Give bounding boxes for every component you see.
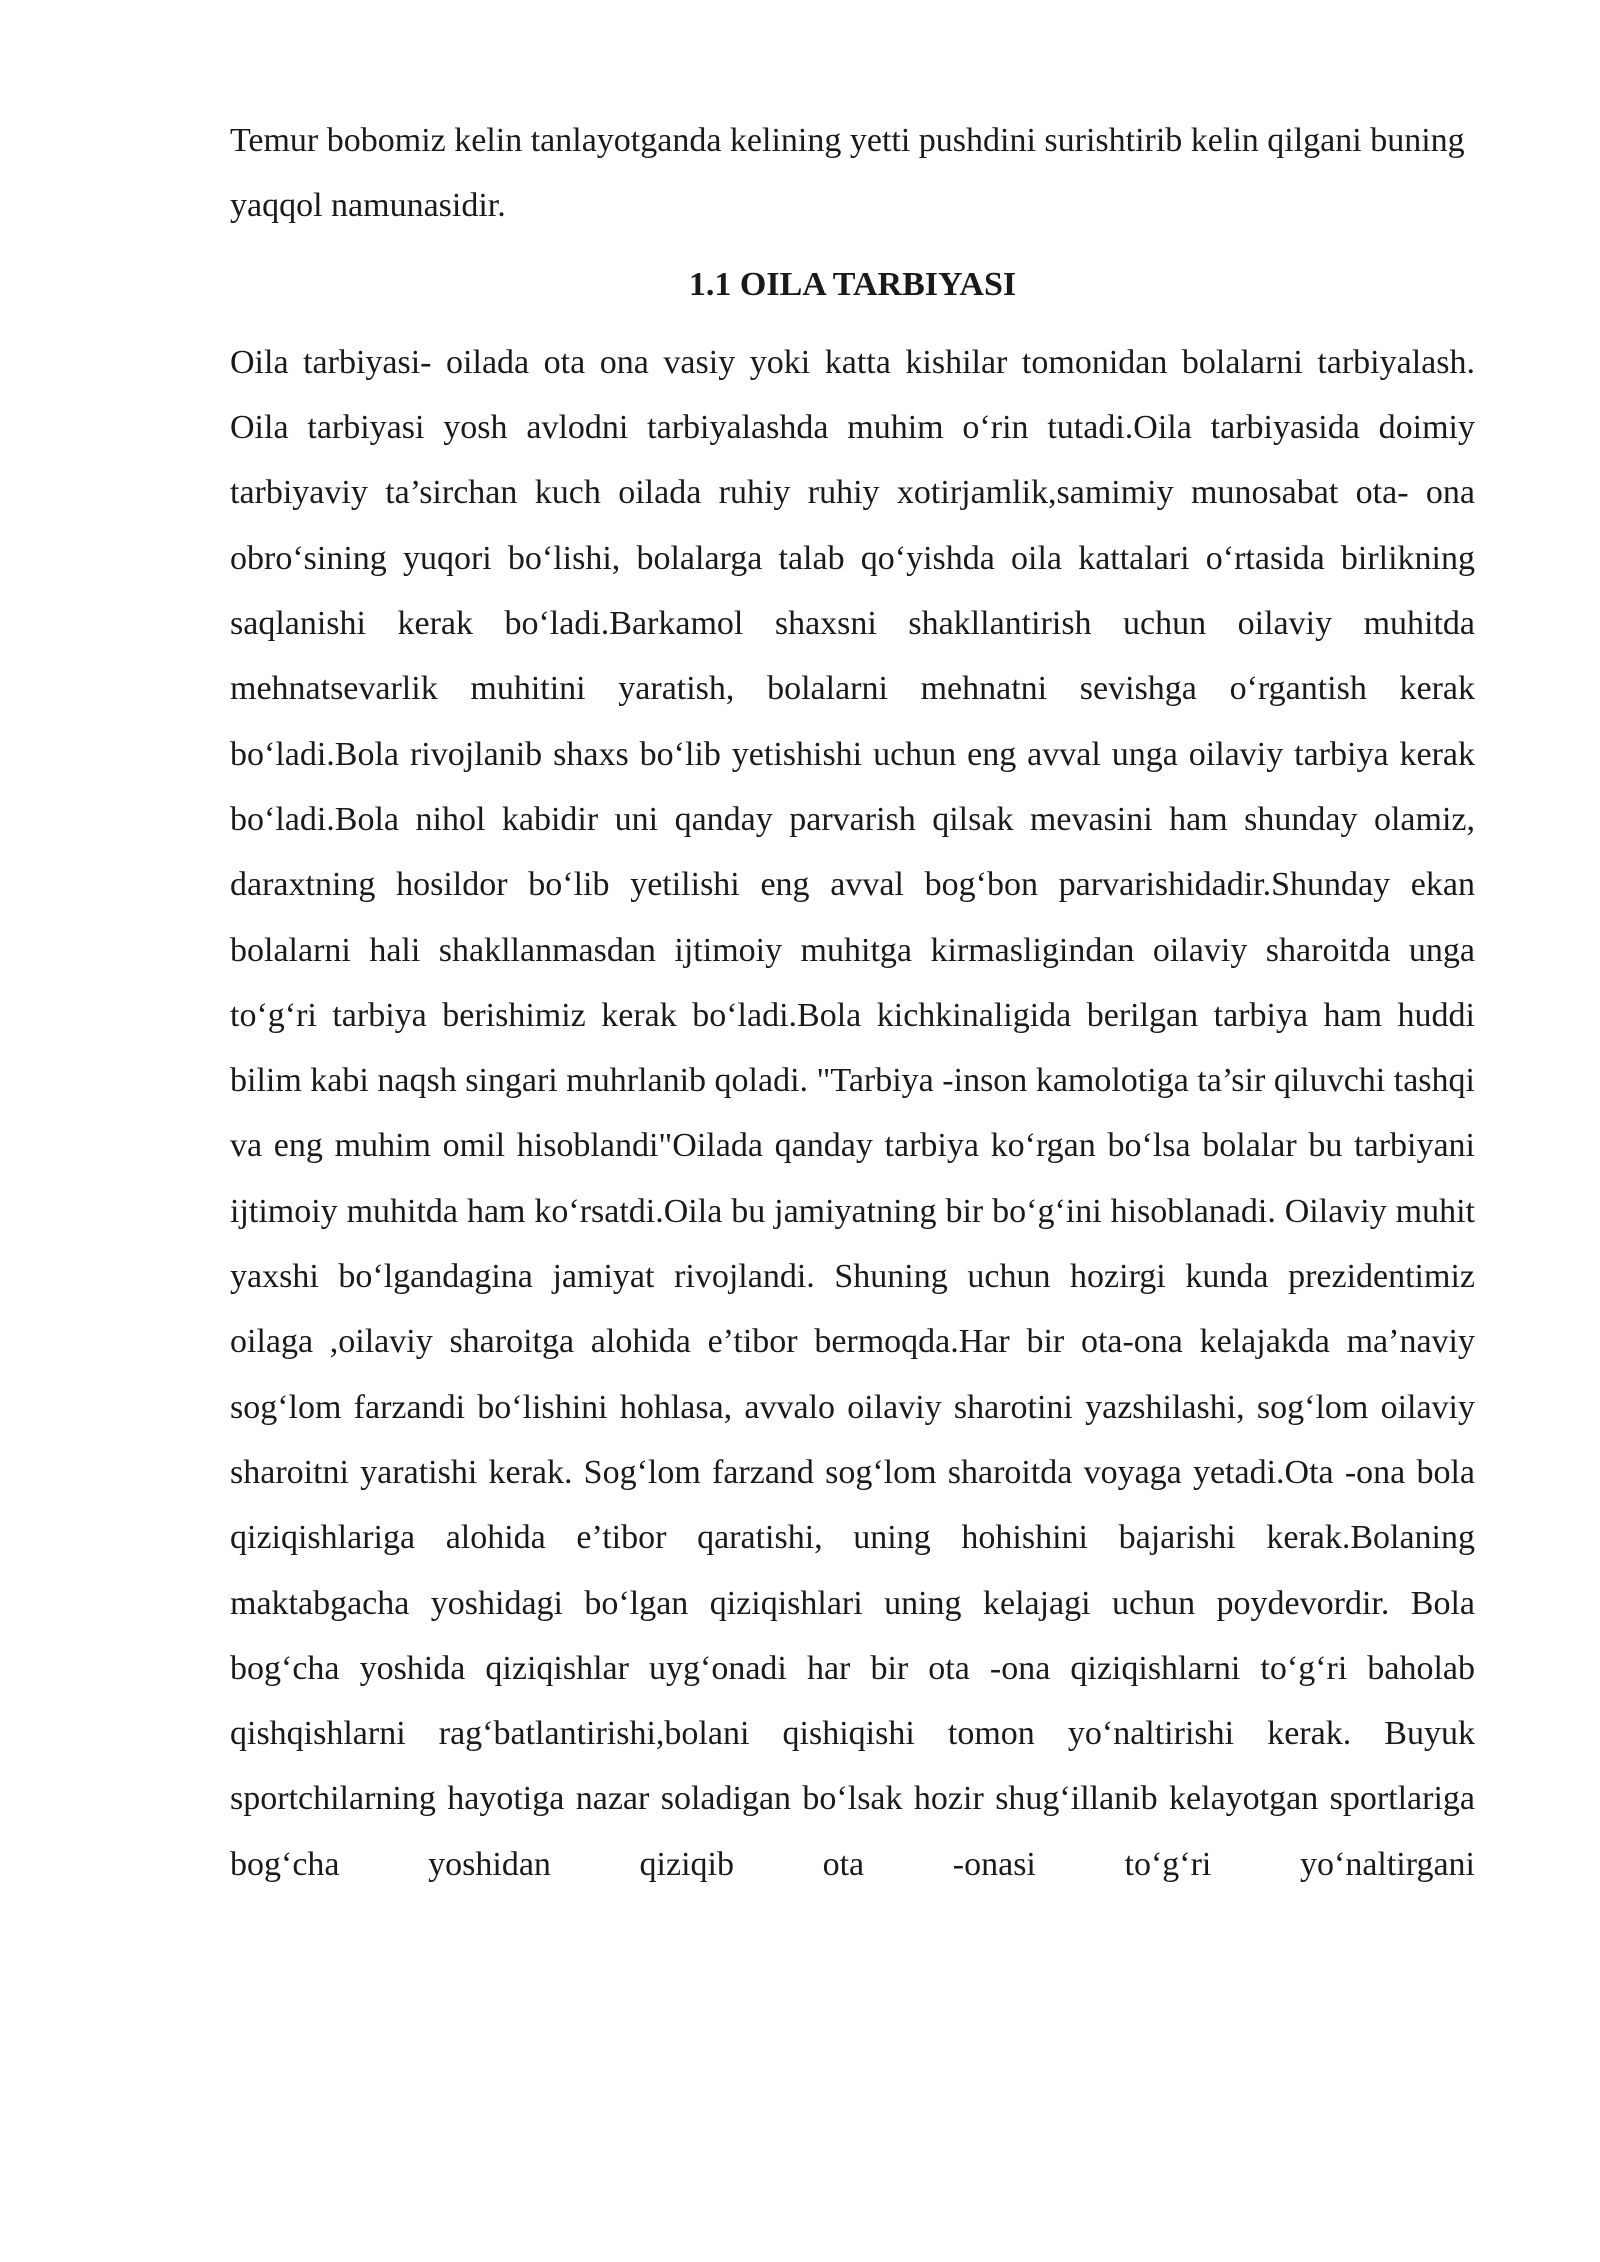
section-heading: 1.1 OILA TARBIYASI xyxy=(688,265,1017,303)
page-content xyxy=(230,108,1475,1897)
body-paragraph: Oila tarbiyasi- oilada ota ona vasiy yoki katta kishilar tomonidan bolalarni tarbiyalash. Oila tarbiyasi yosh avlodni tarbiyalashda muhim o‘rin tutadi.Oila tarbiyasida doimiy tarbiyaviy ta’sirchan kuch oilada ruhiy ruhiy xotirjamlik,samimiy munosabat ota- ona obro‘sining yuqori bo‘lishi, bolalarga talab qo‘yishda oila kattalari o‘rtasida birlikning saqlanishi kerak bo‘ladi.Barkamol shaxsni shakllantirish uchun oilaviy muhitda mehnatsevarlik muhitini yaratish, bolalarni mehnatni sevishga o‘rgantish kerak bo‘ladi.Bola rivojlanib shaxs bo‘lib yetishishi uchun eng avval unga oilaviy tarbiya kerak bo‘ladi.Bola nihol kabidir uni qanday parvarish qilsak mevasini ham shunday olamiz, daraxtning hosildor bo‘lib yetilishi eng avval bog‘bon parvarishidadir.Shunday ekan bolalarni hali shakllanmasdan ijtimoiy muhitga kirmasligindan oilaviy sharoitda unga to‘g‘ri tarbiya berishimiz kerak bo‘ladi.Bola kichkinaligida berilgan tarbiya ham huddi bilim kabi naqsh singari muhrlanib qoladi. "Tarbiya -inson kamolotiga ta’sir qiluvchi tashqi va eng muhim omil hisoblandi"Oilada qanday tarbiya ko‘rgan bo‘lsa bolalar bu tarbiyani ijtimoiy muhitda ham ko‘rsatdi.Oila bu jamiyatning bir bo‘g‘ini hisoblanadi. Oilaviy muhit yaxshi bo‘lgandagina jamiyat rivojlandi. Shuning uchun hozirgi kunda prezidentimiz oilaga ,oilaviy sharoitga alohida e’tibor bermoqda.Har bir ota-ona kelajakda ma’naviy sog‘lom farzandi bo‘lishini hohlasa, avvalo oilaviy sharotini yazshilashi, sog‘lom oilaviy sharoitni yaratishi kerak. Sog‘lom farzand sog‘lom sharoitda voyaga yetadi.Ota -ona bola qiziqishlariga alohida e’tibor qaratishi, uning hohishini bajarishi kerak.Bolaning maktabgacha yoshidagi bo‘lgan qiziqishlari uning kelajagi uchun poydevordir. Bola bog‘cha yoshida qiziqishlar uyg‘onadi har bir ota -ona qiziqishlarni to‘g‘ri baholab qishqishlarni rag‘batlantirishi,bolani qishiqishi tomon yo‘naltirishi kerak. Buyuk sportchilarning hayotiga nazar soladigan bo‘lsak hozir shug‘illanib kelayotgan sportlariga bog‘cha yoshidan qiziqib ota -onasi to‘g‘ri yo‘naltirgani xyxy=(230,343,1475,1883)
intro-paragraph: Temur bobomiz kelin tanlayotganda kelining yetti pushdini surishtirib kelin qilgani buning yaqqol namunasidir. xyxy=(230,122,1465,225)
